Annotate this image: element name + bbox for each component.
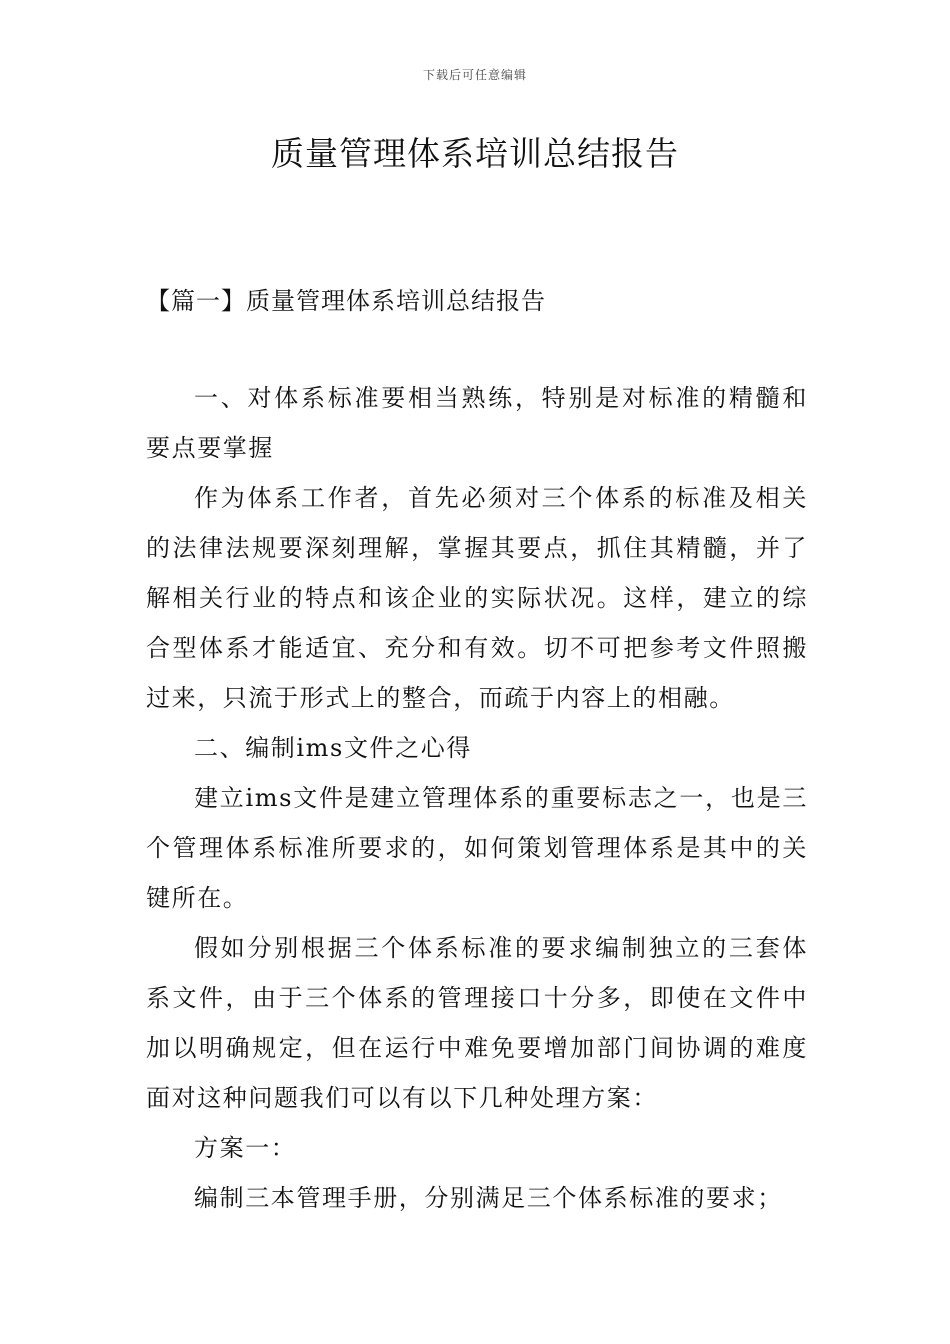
paragraph: 假如分别根据三个体系标准的要求编制独立的三套体系文件，由于三个体系的管理接口十分多，即使在文件中加以明确规定，但在运行中难免要增加部门间协调的难度面对这种问题我们可以有以下几种处理方案：	[146, 934, 808, 1112]
paragraph: 作为体系工作者，首先必须对三个体系的标准及相关的法律法规要深刻理解，掌握其要点，抓住其精髓，并了解相关行业的特点和该企业的实际状况。这样，建立的综合型体系才能适宜、充分和有效。切不可把参考文件照搬过来，只流于形式上的整合，而疏于内容上的相融。	[146, 484, 808, 712]
document-body	[146, 373, 808, 1223]
paragraph-plan-one-label: 方案一：	[194, 1134, 297, 1162]
document-title: 质量管理体系培训总结报告	[271, 134, 679, 173]
paragraph-point-two-heading: 二、编制ims文件之心得	[194, 734, 472, 762]
header-note: 下载后可任意编辑	[422, 68, 527, 82]
paragraph: 建立ims文件是建立管理体系的重要标志之一，也是三个管理体系标准所要求的，如何策划管理体系是其中的关键所在。	[146, 784, 808, 912]
paragraph-point-one-heading: 一、对体系标准要相当熟练，特别是对标准的精髓和要点要掌握	[146, 384, 808, 462]
section-heading: 【篇一】质量管理体系培训总结报告	[146, 287, 546, 315]
paragraph: 编制三本管理手册，分别满足三个体系标准的要求；	[194, 1184, 783, 1212]
